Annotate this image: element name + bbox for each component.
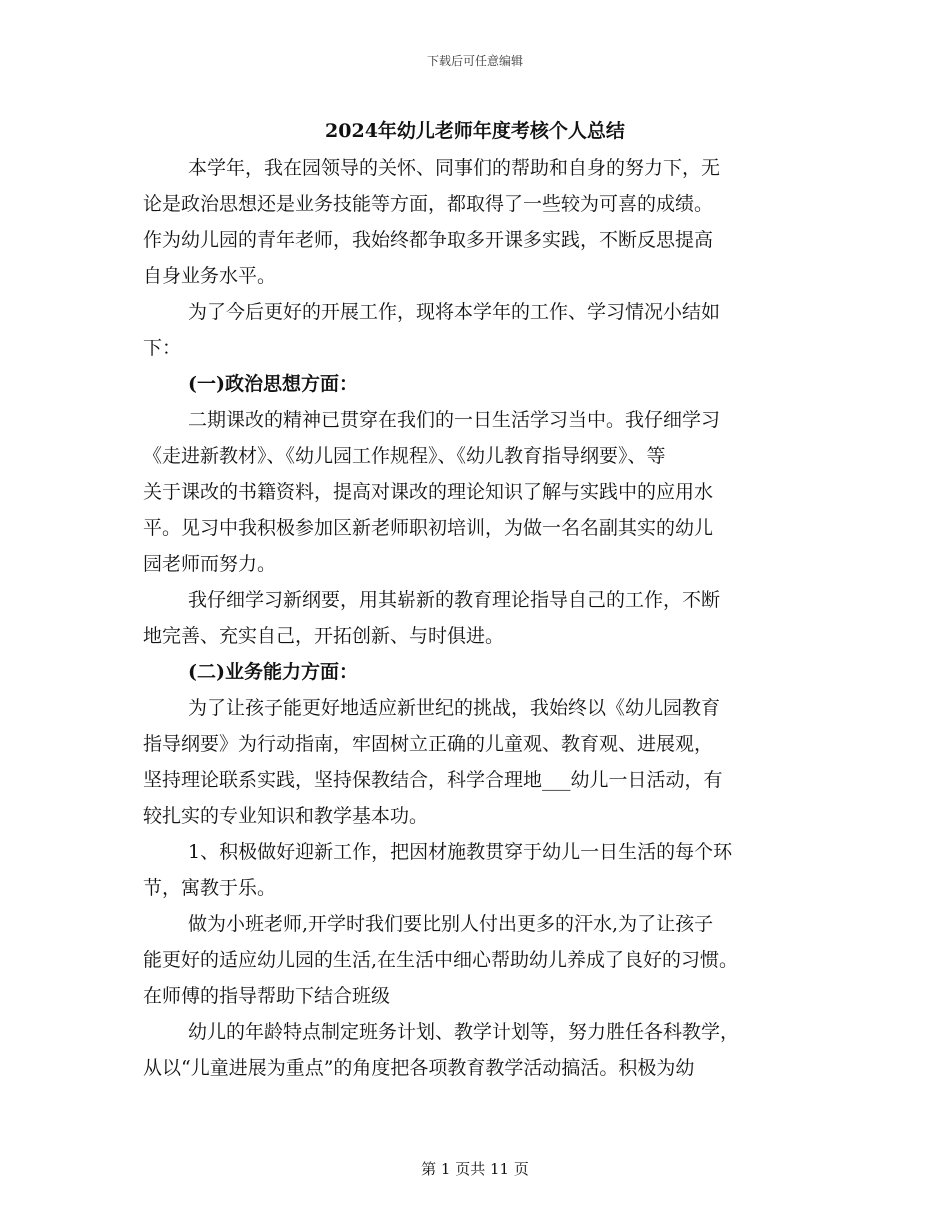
document-body <box>143 150 833 1086</box>
text-line: 节，寓教于乐。 <box>143 877 277 899</box>
text-line: 作为幼儿园的青年老师，我始终都争取多开课多实践，不断反思提高 <box>143 229 714 251</box>
text-line: 《走进新教材》、《幼儿园工作规程》、《幼儿教育指导纲要》、等 <box>143 445 666 467</box>
section-heading: (二)业务能力方面： <box>188 661 358 683</box>
document-title: 2024年幼儿老师年度考核个人总结 <box>325 120 625 142</box>
text-line: 做为小班老师,开学时我们要比别人付出更多的汗水,为了让孩子 <box>188 913 714 935</box>
text-line: 在师傅的指导帮助下结合班级 <box>143 985 391 1007</box>
text-line: 幼儿的年龄特点制定班务计划、教学计划等，努力胜任各科教学， <box>188 1021 740 1043</box>
section-heading: (一)政治思想方面： <box>188 373 358 395</box>
page-footer: 第 1 页共 11 页 <box>421 1160 529 1178</box>
text-line: 从以“儿童进展为重点”的角度把各项教育教学活动搞活。积极为幼 <box>143 1057 695 1079</box>
text-line: 论是政治思想还是业务技能等方面，都取得了一些较为可喜的成绩。 <box>143 193 714 215</box>
text-line: 1、积极做好迎新工作，把因材施教贯穿于幼儿一日生活的每个环 <box>188 841 733 863</box>
text-line: 坚持理论联系实践，坚持保教结合，科学合理地___幼儿一日活动，有 <box>143 769 723 791</box>
text-line: 能更好的适应幼儿园的生活,在生活中细心帮助幼儿养成了良好的习惯。 <box>143 949 739 971</box>
text-line: 自身业务水平。 <box>143 265 277 287</box>
text-line: 为了今后更好的开展工作，现将本学年的工作、学习情况小结如 <box>188 301 721 323</box>
text-line: 较扎实的专业知识和教学基本功。 <box>143 805 429 827</box>
text-line: 指导纲要》为行动指南，牢固树立正确的儿童观、教育观、进展观， <box>143 733 714 755</box>
text-line: 平。见习中我积极参加区新老师职初培训，为做一名名副其实的幼儿 <box>143 517 714 539</box>
text-line: 关于课改的书籍资料，提高对课改的理论知识了解与实践中的应用水 <box>143 481 714 503</box>
text-line: 我仔细学习新纲要，用其崭新的教育理论指导自己的工作，不断 <box>188 589 721 611</box>
text-line: 为了让孩子能更好地适应新世纪的挑战，我始终以《幼儿园教育 <box>188 697 721 719</box>
text-line: 二期课改的精神已贯穿在我们的一日生活学习当中。我仔细学习 <box>188 409 721 431</box>
page-header-note: 下载后可任意编辑 <box>426 54 523 68</box>
text-line: 地完善、充实自己，开拓创新、与时俱进。 <box>143 625 505 647</box>
text-line: 园老师而努力。 <box>143 553 277 575</box>
text-line: 本学年，我在园领导的关怀、同事们的帮助和自身的努力下，无 <box>188 157 721 179</box>
text-line: 下： <box>143 337 182 359</box>
